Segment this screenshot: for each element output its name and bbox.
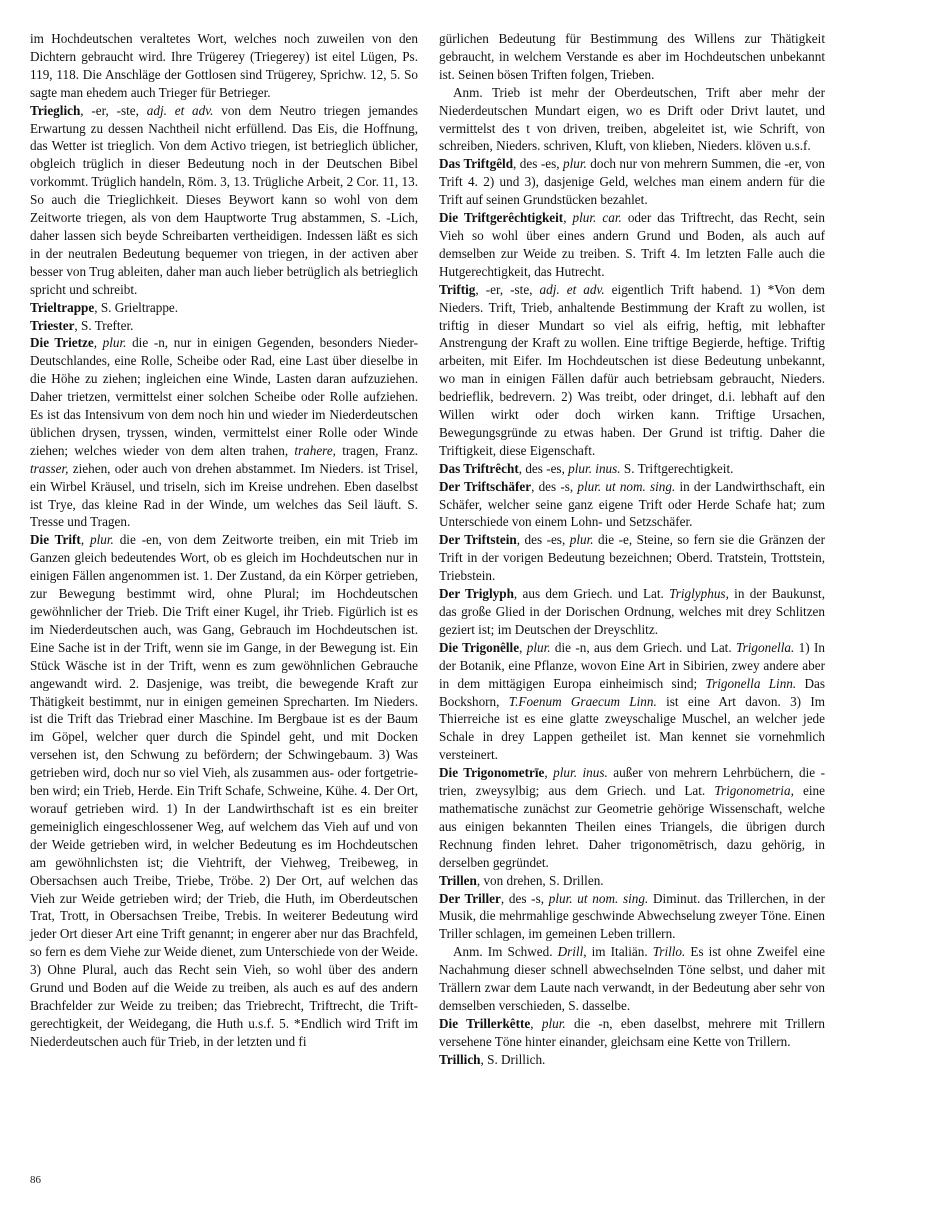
- entry-italic: plur.: [526, 639, 551, 655]
- annotation-paragraph: [439, 84, 825, 156]
- dictionary-entry: [439, 1051, 825, 1069]
- entry-text: eine mathematische zunächst zur Geometrie gehörige Wissenschaft, welche aus einigen bekannten Theilen eines Triangels, die übrigen durch Rechnung finden lehret. Daher trigonomētrisch, dazu gehörig, in derselben gegründet.: [439, 783, 825, 870]
- entry-headword: Das Triftrêcht: [439, 460, 519, 476]
- entry-text: ziehen, oder auch von drehen abstammet. Im Nieders. ist Trisel, ein Wirbel Kräusel, und triseln, sich im Kreise undrehen. Eben daselbst ist Trye, das kleine Rad in der Winde, um welches das Seil läuft. S. Tresse und Tragen.: [30, 460, 418, 530]
- entry-text: ist eine Art davon. 3) Im Thierreiche ist es eine glatte zweyschalige Muschel, an welcher jede Schale in drey Lappen getheilet ist. Man kennet sie vornehmlich versteinert.: [439, 693, 826, 763]
- entry-italic: Trigonella.: [736, 639, 795, 655]
- dictionary-entry: [439, 1015, 825, 1051]
- entry-text: , des -es,: [513, 156, 563, 172]
- entry-text: Anm. Im Schwed.: [453, 944, 558, 960]
- page-number: 86: [30, 1174, 41, 1186]
- entry-text: , von drehen, S. Drillen.: [476, 872, 604, 888]
- entry-text: außer von mehrern Lehrbüchern, die -trien, zweysylbig; aus dem Griech. und Lat.: [439, 765, 825, 799]
- dictionary-entry: [439, 281, 825, 460]
- entry-italic: adj. et adv.: [539, 281, 605, 297]
- dictionary-entry: [439, 890, 825, 944]
- entry-text: , -er, -ste,: [80, 102, 147, 118]
- entry-text: tragen, Franz.: [335, 442, 418, 458]
- entry-text: von dem Neutro triegen jemandes Erwartung zu dessen Nachtheil nicht erfüllend. Das Eis, die Hoffnung, das Wetter ist trieglich. Von dem Activo triegen, ist betrieglich üblicher, obgleich trüglich in dieser Bedeutung noch in der Deutschen Bibel vorkommt. Trüglich handeln, Röm. 3, 13. Trügliche Arbeit, 2 Cor. 11, 13. So auch die Trieglichkeit. Dieses Beywort kann so wohl von dem Zeitworte triegen, als von dem Hauptworte Trug abstammen, S. -Lich, daher lassen sich beyde Schreibarten vertheidigen. Indessen läßt es sich in der neutralen Bedeutung bequemer von triegen, in der activen aber besser von Trug ableiten, daher man auch lieber betrüglich als betrieglich spricht und schreibt.: [30, 102, 418, 297]
- entry-headword: Der Triftschäfer: [439, 478, 532, 494]
- dictionary-entry: [439, 155, 825, 209]
- entry-text: in der Landwirthschaft, ein Schäfer, welcher seine ganz eigene Trift oder Herde Schafe hat; zum Unterschiede von einem Lohn- und Setzschäfer.: [439, 478, 825, 530]
- entry-text: ,: [530, 1015, 542, 1031]
- entry-text: Es ist ohne Zweifel eine Nachahmung dieser schnell abwechselnden Töne selbst, und daher mit Trällern zwar dem Laute nach verwandt, in der Bedeutung aber sehr von demselben verschieden, S. dasselbe.: [439, 944, 825, 1013]
- entry-headword: Der Triftstein: [439, 532, 517, 548]
- entry-text: im Hochdeutschen veraltetes Wort, welches noch zuweilen von den Dichtern gebraucht wird. Ihre Trügerey (Triegerey) ist eitel Lügen, Ps. 119, 118. Die Anschläge der Gottlosen sind Trügerey, Sprichw. 12, 5. So sagte man ehedem auch Trieger für Betrieger.: [30, 31, 418, 100]
- entry-headword: Der Triglyph: [439, 586, 514, 602]
- entry-text: doch nur von mehrern Summen, die -er, von Trift 4. 2) und 3), dasjenige Geld, welches man einem andern für die Trift auf seinen Grundstücken bezahlet.: [439, 156, 825, 208]
- entry-text: eigentlich Trift habend. 1) *Von dem Nieders. Trift, Trieb, anhaltende Bestimmung der Kraft zu wollen, ist triftig in dieser Mundart so viel als eifrig, heftig, mit lebhafter Anstrengung der Kraft zu wollen. Eine triftige Begierde, heftige. Triftig arbeiten, mit Eifer. Im Hochdeutschen ist diese Bedeutung unbekannt, wo man in einigen Fällen dafür auch betriebsam gebraucht, Nieders. bedrieflik, bedrevern. 2) Was treibt, oder dringet, d.i. lebhaft auf den Willen wirkt oder doch wirken kann. Triftige Ursachen, Bewegungsgründe zu etwas haben. Der Grund ist triftig. Daher die Triftigkeit, diese Eigenschaft.: [439, 281, 825, 458]
- entry-headword: Die Trigonêlle: [439, 639, 520, 655]
- entry-text: ,: [544, 765, 554, 781]
- entry-text: ,: [563, 210, 573, 226]
- entry-italic: plur.: [90, 532, 114, 548]
- entry-italic: Drill,: [557, 944, 587, 960]
- entry-headword: Trillen: [439, 872, 477, 888]
- dictionary-entry: [439, 639, 825, 764]
- entry-headword: Trillich: [439, 1051, 481, 1067]
- entry-italic: plur.: [102, 335, 127, 351]
- entry-text: , des -es,: [518, 460, 569, 476]
- entry-headword: Trieltrappe: [30, 299, 95, 315]
- dictionary-entry: [30, 334, 418, 531]
- entry-headword: Das Triftgêld: [439, 156, 514, 172]
- dictionary-entry: [30, 299, 418, 317]
- entry-text: im Italiän.: [586, 944, 653, 960]
- entry-italic: plur.: [569, 532, 594, 548]
- dictionary-entry: [439, 531, 825, 585]
- entry-text: ,: [93, 335, 103, 351]
- entry-headword: Der Triller: [439, 890, 501, 906]
- dictionary-entry: [439, 585, 825, 639]
- entry-headword: Triftig: [439, 281, 476, 297]
- entry-text: die -n, eben daselbst, mehrere mit Trillern versehene Töne hinter einander, gleichsam eine Kette von Trillern.: [439, 1015, 825, 1049]
- dictionary-entry: [439, 209, 825, 281]
- entry-text: die -n, aus dem Griech. und Lat.: [550, 639, 737, 655]
- entry-italic: trasser,: [30, 460, 69, 476]
- entry-text: , -er, -ste,: [475, 281, 540, 297]
- entry-text: oder das Triftrecht, das Recht, sein Vieh so wohl über eines andern Grund und Boden, als auch auf demselben zur Weide zu treiben. S. Trift 4. Im letzten Falle auch die Hutgerechtigkeit, das Hutrecht.: [439, 210, 826, 279]
- entry-italic: Triglyphus,: [669, 586, 729, 602]
- entry-text: ,: [519, 639, 527, 655]
- entry-headword: Die Trillerkêtte: [439, 1015, 531, 1031]
- entry-italic: T.Foenum Graecum Linn.: [508, 693, 657, 709]
- entry-headword: Die Trift: [30, 532, 81, 548]
- column-right: [439, 30, 825, 1069]
- dictionary-entry: [439, 478, 825, 532]
- entry-text: Anm. Trieb ist mehr der Oberdeutschen, Trift aber mehr der Niederdeutschen Mundart eigen, wo es Drift oder Drivt lautet, und vermittelst des t von driven, treiben, abgeleitet ist, wie Schrift, von schreiben, Nieders. schriven, Kluft, von klieben, Nieders. klöven u.s.f.: [439, 84, 825, 154]
- entry-text: , aus dem Griech. und Lat.: [513, 586, 670, 602]
- entry-headword: Die Trietze: [30, 335, 94, 351]
- dictionary-entry: [30, 317, 418, 335]
- entry-italic: Trigonella Linn.: [705, 675, 797, 691]
- entry-text: S. Triftgerechtigkeit.: [620, 460, 734, 476]
- entry-headword: Die Trigonometrīe: [439, 765, 545, 781]
- entry-italic: trahere,: [294, 442, 336, 458]
- entry-text: die -n, nur in einigen Gegenden, besonders Nieder-Deutschlandes, eine Rolle, Scheibe oder Rad, eine Last über dieselbe in die Höhe zu ziehen; ingleichen eine Winde, Lasten daran aufzuziehen. Daher trietzen, vermittelst einer solchen Scheibe oder Rolle aufziehen. Es ist das Intensivum von dem noch hin und wieder im Niederdeutschen üblichen drysen, tryssen, winden, vermittelst einer Rolle oder Winde ziehen; welches wieder von dem alten trahen,: [30, 335, 419, 458]
- entry-text: , des -es,: [516, 532, 570, 548]
- entry-text: , S. Grieltrappe.: [94, 299, 179, 315]
- dictionary-entry: [30, 531, 418, 1050]
- entry-text: Diminut. das Trillerchen, in der Musik, die mehrmahlige geschwinde Abwechselung zweyer Töne. Einen Triller schlagen, im gemeinen Leben trillern.: [439, 890, 826, 942]
- entry-headword: Trieglich: [30, 102, 81, 118]
- dictionary-entry: [439, 872, 825, 890]
- entry-headword: Triester: [30, 317, 75, 333]
- entry-italic: plur.: [541, 1015, 566, 1031]
- entry-text: , S. Drillich.: [480, 1051, 546, 1067]
- entry-text: Das Bockshorn,: [439, 675, 825, 709]
- entry-italic: plur. ut nom. sing.: [577, 478, 676, 494]
- entry-italic: plur. ut nom. sing.: [548, 890, 649, 906]
- annotation-paragraph: [439, 943, 825, 1015]
- entry-italic: plur. car.: [572, 210, 622, 226]
- entry-text: in der Baukunst, das große Glied in der Dorischen Ordnung, welches mit drey Schlitzen geziert ist; im Deutschen der Dreyschlitz.: [439, 586, 825, 637]
- entry-text: , des -s,: [531, 478, 578, 494]
- dictionary-entry: [439, 764, 825, 871]
- entry-text: die -e, Steine, so fern sie die Gränzen der Trift in der vorigen Bedeutung bezeichnen; Oberd. Tratstein, Trottstein, Triebstein.: [439, 532, 825, 584]
- entry-text: , des -s,: [500, 890, 549, 906]
- dictionary-entry: [30, 30, 418, 102]
- entry-italic: Trigonometria,: [714, 783, 794, 799]
- entry-text: , S. Trefter.: [74, 317, 134, 333]
- entry-italic: Trillo.: [652, 944, 686, 960]
- column-left: [30, 30, 418, 1051]
- entry-italic: plur. inus.: [568, 460, 621, 476]
- entry-italic: plur.: [563, 156, 587, 172]
- entry-headword: Die Triftgerêchtigkeit: [439, 210, 564, 226]
- entry-text: gürlichen Bedeutung für Bestimmung des Willens zur Thätigkeit gebraucht, in welchem Verstande es aber im Hochdeutschen unbekannt ist. Seinen bösen Triften folgen, Trieben.: [439, 31, 825, 82]
- dictionary-entry: [439, 30, 825, 84]
- entry-text: ,: [80, 532, 90, 548]
- entry-italic: adj. et adv.: [146, 102, 214, 118]
- entry-text: die -en, von dem Zeitworte treiben, ein mit Trieb im Ganzen gleich bedeutendes Wort, ob es gleich im Hochdeutschen nur in einigen Fällen angenommen ist. 1. Der Zustand, da ein Körper getrieben, zur Bewegung bestimmt wird, ohne Plural; im Hochdeutschen gewöhnlicher der Trieb. Die Trift einer Kugel, ihr Trieb. Figürlich ist es im Niederdeutschen auch, was Gang, Gebrauch im Hochdeutschen ist. Eine Sache ist in der Trift, wenn sie im Gange, in der Bewegung ist. Ein Stück Wäsche ist in der Trift, wenn es zum gewöhnlichen Gebrauche angewandt wird. 2. Dasjenige, was treibt, die bewegende Kraft zur Thätigkeit bestimmt, nur in einigen gemeinen Sprecharten. Im Nieders. ist die Trift das Triebrad einer Maschine. Im Bergbaue ist es der Baum im Göpel, welcher quer durch die Spindel geht, und mit Docken versehen ist, den Schwung zu befördern; der Schwingebaum. 3) Was getrieben wird, doch nur so viel Vieh, als zusammen aus- oder fortgetrieben wird; ein Trieb, Herde. Ein Trift Schafe, Schweine, Kühe. 4. Der Ort, worauf getrieben wird. 1) In der Landwirthschaft ist es ein breiter gemeiniglich eingeschlossener Weg, auf welchem das Vieh auf und von der Weide getrieben wird, in welcher Bedeutung es im Hochdeutschen am gewöhnlichsten ist; die Viehtrift, der Viehweg, Treibeweg, in Obersachsen auch Treibe, Triebe, Tröbe. 2) Der Ort, auf welchen das Vieh zur Weide getrieben wird; der Trieb, die Huth, im Oberdeutschen Trat, Trott, in Obersachsen Treibe, Trebis. In weiterer Bedeutung wird jeder Ort dieser Art eine Trift genannt; in engerer aber nur das Brachfeld, so fern es dem Viehe zur Weide dienet, zum Unterschiede von der Weide. 3) Ohne Plural, auch das Recht sein Vieh, so wohl über des andern Grund und Boden auf die Weide zu treiben, als auch es auf des andern Brachfelder zur Weide zu treiben; das Triebrecht, Triftrecht, die Triftgerechtigkeit, der Weidegang, die Huth u.s.f. 5. *Endlich wird Trift im Niederdeutschen auch für Trieb, in der letzten und fi: [30, 532, 419, 1049]
- entry-italic: plur. inus.: [553, 765, 608, 781]
- dictionary-entry: [30, 102, 418, 299]
- dictionary-entry: [439, 460, 825, 478]
- entry-text: 1) In der Botanik, eine Pflanze, wovon Eine Art in Sibirien, zwey andere aber in dem mittägigen Europa einheimisch sind;: [439, 639, 825, 691]
